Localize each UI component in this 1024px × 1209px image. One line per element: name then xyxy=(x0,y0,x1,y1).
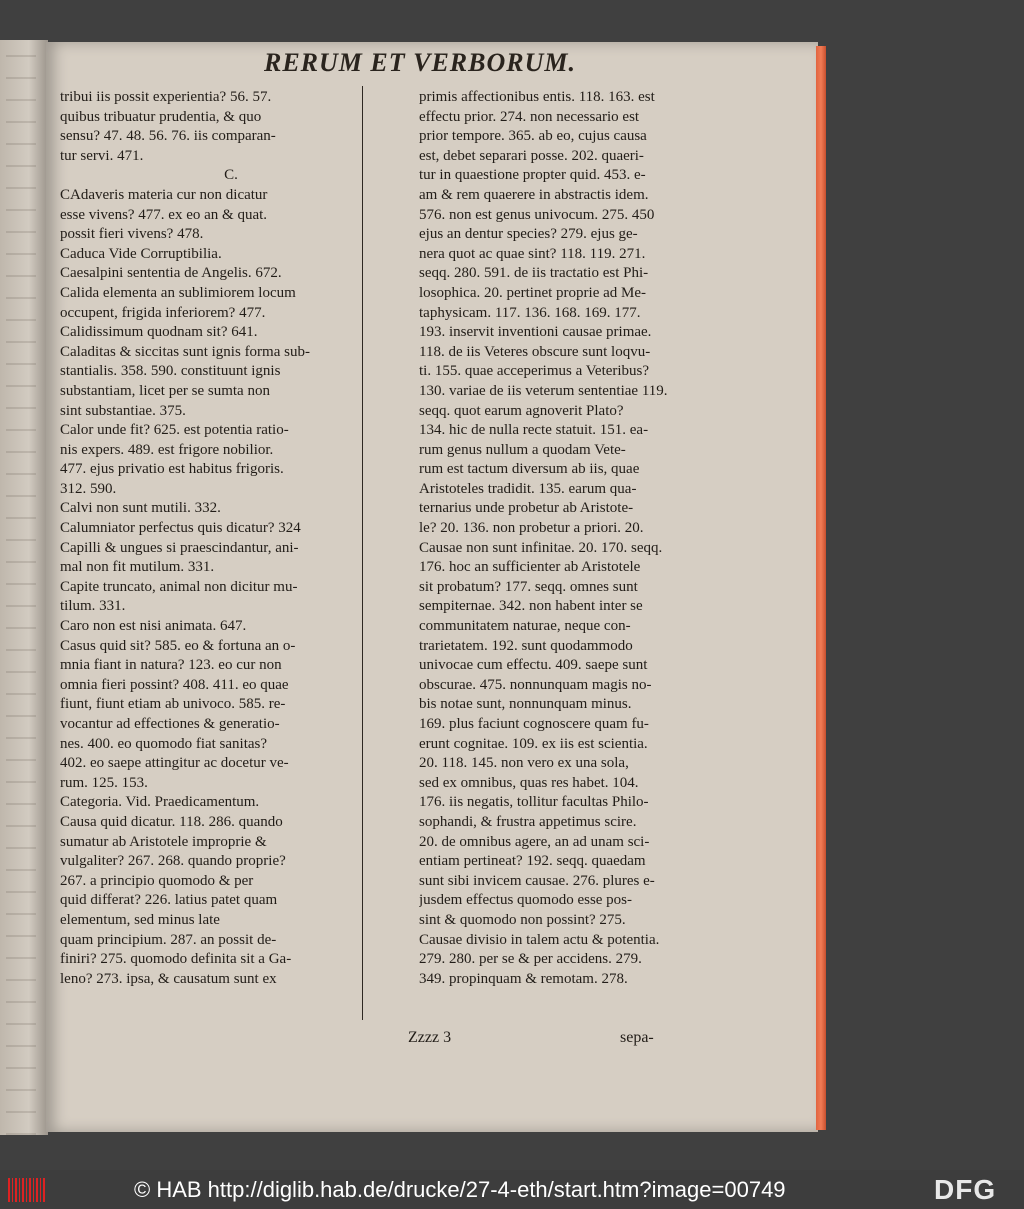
text-line: seqq. 280. 591. de iis tractatio est Phi- xyxy=(419,265,649,282)
text-line: ternarius unde probetur ab Aristote- xyxy=(419,500,634,517)
text-line: 477. ejus privatio est habitus frigoris. xyxy=(60,461,284,478)
text-line: ti. 155. quae acceperimus a Veteribus? xyxy=(419,363,650,380)
text-line: erunt cognitae. 109. ex iis est scientia. xyxy=(419,735,648,752)
text-line: elementum, sed minus late xyxy=(60,911,220,928)
text-line: nera quot ac quae sint? 118. 119. 271. xyxy=(419,245,646,262)
text-line: quid differat? 226. latius patet quam xyxy=(60,892,278,909)
text-line: 176. iis negatis, tollitur facultas Philo- xyxy=(419,794,649,811)
text-line: univocae cum effectu. 409. saepe sunt xyxy=(419,657,648,674)
text-line: communitatem naturae, neque con- xyxy=(419,618,631,635)
left-column xyxy=(60,88,402,989)
text-line: sint & quomodo non possint? 275. xyxy=(419,911,626,928)
text-line: tribui iis possit experientia? 56. 57. xyxy=(60,89,272,105)
right-column xyxy=(419,88,733,989)
text-line: possit fieri vivens? 478. xyxy=(60,226,204,243)
text-line: seqq. quot earum agnoverit Plato? xyxy=(419,402,624,419)
text-line: 267. a principio quomodo & per xyxy=(60,872,254,889)
text-line: substantiam, licet per se sumta non xyxy=(60,382,270,399)
viewer-footer-bar xyxy=(0,1170,1024,1209)
column-rule xyxy=(362,86,363,1020)
text-line: nes. 400. eo quomodo fiat sanitas? xyxy=(60,735,268,752)
text-line: Calumniator perfectus quis dicatur? 324 xyxy=(60,520,301,537)
text-line: esse vivens? 477. ex eo an & quat. xyxy=(60,206,268,223)
text-line: 169. plus faciunt cognoscere quam fu- xyxy=(419,716,649,732)
text-line: taphysicam. 117. 136. 168. 169. 177. xyxy=(419,304,641,321)
text-line: 279. 280. per se & per accidens. 279. xyxy=(419,951,642,968)
running-head: RERUM ET VERBORUM. xyxy=(263,48,577,77)
text-line: vocantur ad effectiones & generatio- xyxy=(60,716,280,732)
text-line: Causa quid dicatur. 118. 286. quando xyxy=(60,813,283,830)
text-line: omnia fieri possint? 408. 411. eo quae xyxy=(60,676,289,693)
text-line: 20. 118. 145. non vero ex una sola, xyxy=(419,755,629,772)
text-line: Casus quid sit? 585. eo & fortuna an o- xyxy=(60,637,296,654)
text-line: bis notae sunt, nonnunquam minus. xyxy=(419,696,632,713)
text-line: 576. non est genus univocum. 275. 450 xyxy=(419,206,655,223)
barcode-icon[interactable] xyxy=(8,1178,46,1202)
text-line: trarietatem. 192. sunt quodammodo xyxy=(419,637,633,654)
text-line: losophica. 20. pertinet proprie ad Me- xyxy=(419,284,647,301)
text-line: Causae divisio in talem actu & potentia. xyxy=(419,931,660,948)
text-line: vulgaliter? 267. 268. quando proprie? xyxy=(60,853,286,870)
text-line: prior tempore. 365. ab eo, cujus causa xyxy=(419,128,647,145)
text-line: sophandi, & frustra appetimus scire. xyxy=(419,813,637,830)
text-line: 134. hic de nulla recte statuit. 151. ea- xyxy=(419,422,649,439)
text-line: le? 20. 136. non probetur a priori. 20. xyxy=(419,520,644,537)
copyright-link[interactable]: © HAB http://diglib.hab.de/drucke/27-4-eth/start.htm?image=00749 xyxy=(134,1177,786,1202)
text-line: Caro non est nisi animata. 647. xyxy=(60,618,247,635)
text-line: tur servi. 471. xyxy=(60,147,144,164)
text-line: sint substantiae. 375. xyxy=(60,402,186,419)
text-line: rum. 125. 153. xyxy=(60,774,148,791)
text-line: entiam pertineat? 192. seqq. quaedam xyxy=(419,853,646,870)
text-line: 349. propinquam & remotam. 278. xyxy=(419,970,628,987)
text-line: Causae non sunt infinitae. 20. 170. seqq. xyxy=(419,539,663,556)
text-line: Calidissimum quodnam sit? 641. xyxy=(60,324,258,341)
text-line: sempiternae. 342. non habent inter se xyxy=(419,598,643,615)
previous-page-edge xyxy=(0,40,48,1135)
text-line: Calvi non sunt mutili. 332. xyxy=(60,500,221,517)
text-line: ejus an dentur species? 279. ejus ge- xyxy=(419,226,638,243)
text-line: fiunt, fiunt etiam ab univoco. 585. re- xyxy=(60,696,286,713)
text-line: nis expers. 489. est frigore nobilior. xyxy=(60,441,274,458)
text-line: mnia fiant in natura? 123. eo cur non xyxy=(60,657,282,674)
text-line: 118. de iis Veteres obscure sunt loqvu- xyxy=(419,343,651,360)
text-line: 176. hoc an sufficienter ab Aristotele xyxy=(419,559,641,576)
text-line: tur in quaestione propter quid. 453. e- xyxy=(419,167,646,184)
text-line: Caesalpini sententia de Angelis. 672. xyxy=(60,265,282,282)
text-line: occupent, frigida inferiorem? 477. xyxy=(60,304,266,321)
text-line: effectu prior. 274. non necessario est xyxy=(419,108,640,125)
text-line: Calor unde fit? 625. est potentia ratio- xyxy=(60,422,289,439)
text-line: Caladitas & siccitas sunt ignis forma sub- xyxy=(60,343,310,360)
text-line: C. xyxy=(224,167,238,184)
text-line: jusdem effectus quomodo esse pos- xyxy=(419,892,633,909)
text-line: 193. inservit inventioni causae primae. xyxy=(419,324,652,341)
text-line: finiri? 275. quomodo definita sit a Ga- xyxy=(60,951,292,968)
text-line: sensu? 47. 48. 56. 76. iis comparan- xyxy=(60,128,276,145)
text-line: CAdaveris materia cur non dicatur xyxy=(60,186,268,203)
text-line: Calida elementa an sublimiorem locum xyxy=(60,284,296,301)
text-line: obscurae. 475. nonnunquam magis no- xyxy=(419,676,652,693)
text-line: 402. eo saepe attingitur ac docetur ve- xyxy=(60,755,289,772)
text-line: mal non fit mutilum. 331. xyxy=(60,559,215,576)
text-line: 130. variae de iis veterum sententiae 119. xyxy=(419,382,668,399)
text-line: Categoria. Vid. Praedicamentum. xyxy=(60,794,260,811)
page-red-edge xyxy=(816,46,826,1130)
signature-mark: Zzzz 3 xyxy=(408,1029,452,1046)
text-line: primis affectionibus entis. 118. 163. est xyxy=(419,89,655,105)
text-line: leno? 273. ipsa, & causatum sunt ex xyxy=(60,970,277,987)
text-line: am & rem quaerere in abstractis idem. xyxy=(419,186,649,203)
text-line: tilum. 331. xyxy=(60,598,126,615)
text-line: Aristoteles tradidit. 135. earum qua- xyxy=(419,480,637,497)
text-line: rum genus nullum a quodam Vete- xyxy=(419,441,626,458)
text-line: sumatur ab Aristotele improprie & xyxy=(60,833,267,850)
text-line: 312. 590. xyxy=(60,480,117,497)
text-line: Capite truncato, animal non dicitur mu- xyxy=(60,578,298,595)
text-line: sunt sibi invicem causae. 276. plures e- xyxy=(419,872,655,889)
text-line: sit probatum? 177. seqq. omnes sunt xyxy=(419,578,638,595)
text-line: stantialis. 358. 590. constituunt ignis xyxy=(60,363,281,380)
text-line: quibus tribuatur prudentia, & quo xyxy=(60,108,262,125)
text-line: Caduca Vide Corruptibilia. xyxy=(60,245,222,262)
text-line: sed ex omnibus, quas res habet. 104. xyxy=(419,774,639,791)
text-line: quam principium. 287. an possit de- xyxy=(60,931,277,948)
catchword: sepa- xyxy=(620,1029,654,1046)
text-line: rum est tactum diversum ab iis, quae xyxy=(419,461,640,478)
dfg-logo[interactable]: DFG xyxy=(934,1174,997,1205)
text-line: Capilli & ungues si praescindantur, ani- xyxy=(60,539,299,556)
text-line: 20. de omnibus agere, an ad unam sci- xyxy=(419,833,650,850)
text-line: est, debet separari posse. 202. quaeri- xyxy=(419,147,644,164)
